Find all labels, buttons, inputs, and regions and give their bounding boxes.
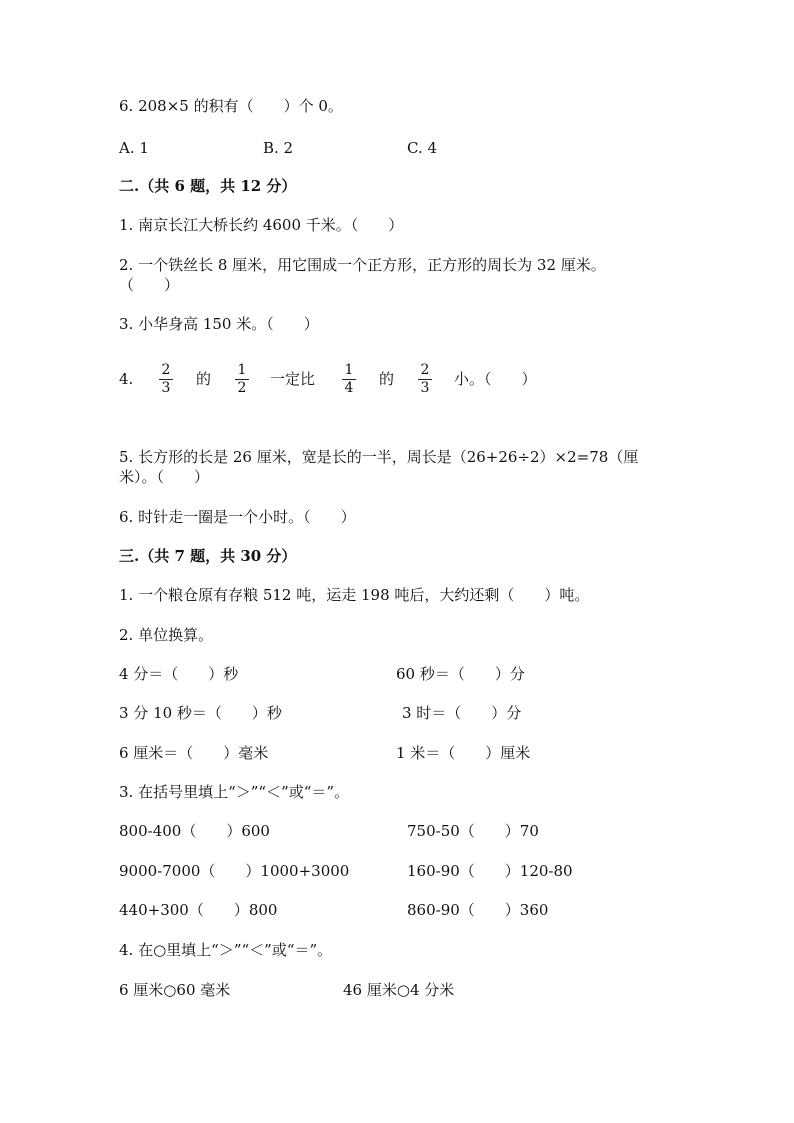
- s3-question-4-title: 4. 在○里填上“＞”“＜”或“＝”。: [119, 941, 333, 959]
- comparison-item: 750-50（ ）70: [407, 822, 539, 840]
- s2-question-2-line2: （ ）: [119, 276, 180, 294]
- fraction-4-numerator: 2: [420, 362, 430, 378]
- s2-q4-tail: 小。（ ）: [454, 370, 537, 388]
- question-6-stem: 6. 208×5 的积有（ ）个 0。: [119, 97, 343, 115]
- s3-question-1: 1. 一个粮仓原有存粮 512 吨，运走 198 吨后，大约还剩（ ）吨。: [119, 586, 590, 604]
- comparison-item: 9000-7000（ ）1000+3000: [119, 862, 350, 880]
- fraction-1-denominator: 3: [161, 380, 171, 396]
- s3-question-2-title: 2. 单位换算。: [119, 626, 214, 644]
- section-2-heading: 二.（共 6 题，共 12 分）: [119, 177, 297, 195]
- s2-q4-word-1: 的: [196, 370, 212, 388]
- fraction-2: [232, 363, 252, 396]
- fraction-3-denominator: 4: [344, 380, 354, 396]
- s2-q4-word-3: 的: [379, 370, 395, 388]
- fraction-1-numerator: 2: [161, 362, 171, 378]
- unit-conversion-item: 6 厘米＝（ ）毫米: [119, 744, 269, 762]
- s2-q4-number: 4.: [119, 370, 134, 388]
- fraction-2-numerator: 1: [237, 362, 247, 378]
- fraction-4-denominator: 3: [420, 380, 430, 396]
- s2-question-5-line1: 5. 长方形的长是 26 厘米，宽是长的一半，周长是（26+26÷2）×2=78（厘: [119, 448, 639, 466]
- option-b: B. 2: [263, 139, 294, 157]
- fraction-1: [156, 363, 176, 396]
- fraction-2-denominator: 2: [237, 380, 247, 396]
- option-c: C. 4: [407, 139, 438, 157]
- circle-compare-item: 46 厘米○4 分米: [343, 981, 455, 999]
- s2-question-1: 1. 南京长江大桥长约 4600 千米。（ ）: [119, 216, 404, 234]
- comparison-item: 860-90（ ）360: [407, 901, 549, 919]
- fraction-3-numerator: 1: [344, 362, 354, 378]
- circle-compare-item: 6 厘米○60 毫米: [119, 981, 231, 999]
- s2-question-6: 6. 时针走一圈是一个小时。（ ）: [119, 508, 356, 526]
- unit-conversion-item: 4 分＝（ ）秒: [119, 665, 239, 683]
- unit-conversion-item: 1 米＝（ ）厘米: [396, 744, 531, 762]
- s2-q4-word-2: 一定比: [270, 370, 316, 388]
- unit-conversion-item: 60 秒＝（ ）分: [396, 665, 525, 683]
- s2-question-3: 3. 小华身高 150 米。（ ）: [119, 315, 319, 333]
- comparison-item: 440+300（ ）800: [119, 901, 278, 919]
- s2-question-5-line2: 米）。（ ）: [119, 468, 210, 486]
- fraction-4: [415, 363, 435, 396]
- unit-conversion-item: 3 时＝（ ）分: [402, 704, 522, 722]
- fraction-3: [339, 363, 359, 396]
- section-3-heading: 三.（共 7 题，共 30 分）: [119, 547, 297, 565]
- s3-question-3-title: 3. 在括号里填上“＞”“＜”或“＝”。: [119, 783, 350, 801]
- option-a: A. 1: [119, 139, 149, 157]
- s2-question-2-line1: 2. 一个铁丝长 8 厘米，用它围成一个正方形，正方形的周长为 32 厘米。: [119, 256, 606, 274]
- unit-conversion-item: 3 分 10 秒＝（ ）秒: [119, 704, 282, 722]
- comparison-item: 800-400（ ）600: [119, 822, 270, 840]
- comparison-item: 160-90（ ）120-80: [407, 862, 573, 880]
